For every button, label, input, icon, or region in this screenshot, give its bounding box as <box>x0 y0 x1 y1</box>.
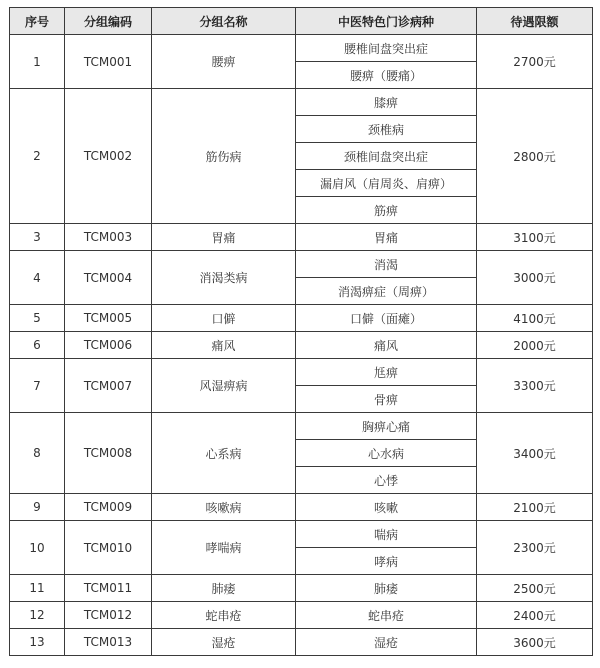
header-group-name: 分组名称 <box>152 8 296 35</box>
cell-disease: 蛇串疮 <box>296 602 477 629</box>
header-limit: 待遇限额 <box>477 8 593 35</box>
cell-limit: 2400元 <box>477 602 593 629</box>
cell-disease: 尪痹 <box>296 359 477 386</box>
table-row <box>10 575 593 602</box>
cell-seq: 2 <box>10 89 65 224</box>
cell-limit: 4100元 <box>477 305 593 332</box>
cell-group-code: TCM009 <box>65 494 152 521</box>
cell-limit: 3100元 <box>477 224 593 251</box>
cell-seq: 4 <box>10 251 65 305</box>
cell-group-name: 肺痿 <box>152 575 296 602</box>
tcm-treatment-table <box>9 7 593 656</box>
cell-group-name: 腰痹 <box>152 35 296 89</box>
cell-seq: 12 <box>10 602 65 629</box>
cell-group-name: 风湿痹病 <box>152 359 296 413</box>
cell-disease: 心悸 <box>296 467 477 494</box>
table-row <box>10 359 593 386</box>
cell-group-name: 口僻 <box>152 305 296 332</box>
cell-disease: 骨痹 <box>296 386 477 413</box>
cell-disease: 颈椎间盘突出症 <box>296 143 477 170</box>
table-row <box>10 35 593 62</box>
cell-seq: 5 <box>10 305 65 332</box>
cell-group-name: 筋伤病 <box>152 89 296 224</box>
cell-group-name: 咳嗽病 <box>152 494 296 521</box>
cell-limit: 3000元 <box>477 251 593 305</box>
cell-limit: 2100元 <box>477 494 593 521</box>
cell-seq: 1 <box>10 35 65 89</box>
cell-group-name: 心系病 <box>152 413 296 494</box>
table-row <box>10 224 593 251</box>
cell-group-code: TCM003 <box>65 224 152 251</box>
cell-disease: 筋痹 <box>296 197 477 224</box>
cell-disease: 喘病 <box>296 521 477 548</box>
cell-group-code: TCM012 <box>65 602 152 629</box>
cell-group-name: 湿疮 <box>152 629 296 656</box>
cell-seq: 9 <box>10 494 65 521</box>
cell-disease: 腰椎间盘突出症 <box>296 35 477 62</box>
cell-disease: 漏肩风（肩周炎、肩痹） <box>296 170 477 197</box>
cell-seq: 8 <box>10 413 65 494</box>
table-row <box>10 413 593 440</box>
cell-disease: 痛风 <box>296 332 477 359</box>
cell-group-code: TCM005 <box>65 305 152 332</box>
header-seq: 序号 <box>10 8 65 35</box>
cell-group-code: TCM001 <box>65 35 152 89</box>
cell-disease: 湿疮 <box>296 629 477 656</box>
header-row <box>10 8 593 35</box>
cell-group-name: 蛇串疮 <box>152 602 296 629</box>
cell-limit: 2000元 <box>477 332 593 359</box>
cell-disease: 心水病 <box>296 440 477 467</box>
cell-group-name: 胃痛 <box>152 224 296 251</box>
cell-disease: 腰痹（腰痛） <box>296 62 477 89</box>
table-row <box>10 332 593 359</box>
cell-seq: 3 <box>10 224 65 251</box>
cell-group-code: TCM006 <box>65 332 152 359</box>
header-group-code: 分组编码 <box>65 8 152 35</box>
cell-group-code: TCM011 <box>65 575 152 602</box>
table-row <box>10 251 593 278</box>
cell-disease: 哮病 <box>296 548 477 575</box>
table-row <box>10 305 593 332</box>
table-body <box>10 35 593 656</box>
cell-seq: 6 <box>10 332 65 359</box>
cell-disease: 肺痿 <box>296 575 477 602</box>
table-row <box>10 89 593 116</box>
cell-limit: 2700元 <box>477 35 593 89</box>
table-row <box>10 602 593 629</box>
cell-group-code: TCM008 <box>65 413 152 494</box>
cell-limit: 3600元 <box>477 629 593 656</box>
cell-seq: 11 <box>10 575 65 602</box>
table-row <box>10 629 593 656</box>
cell-disease: 膝痹 <box>296 89 477 116</box>
table-container <box>9 7 593 656</box>
cell-group-name: 消渴类病 <box>152 251 296 305</box>
cell-limit: 2800元 <box>477 89 593 224</box>
cell-seq: 7 <box>10 359 65 413</box>
cell-seq: 13 <box>10 629 65 656</box>
cell-group-code: TCM007 <box>65 359 152 413</box>
cell-disease: 胃痛 <box>296 224 477 251</box>
table-row <box>10 494 593 521</box>
cell-disease: 口僻（面瘫） <box>296 305 477 332</box>
cell-disease: 颈椎病 <box>296 116 477 143</box>
header-disease: 中医特色门诊病种 <box>296 8 477 35</box>
cell-seq: 10 <box>10 521 65 575</box>
cell-disease: 胸痹心痛 <box>296 413 477 440</box>
cell-disease: 消渴痹症（周痹） <box>296 278 477 305</box>
cell-group-code: TCM002 <box>65 89 152 224</box>
cell-group-code: TCM013 <box>65 629 152 656</box>
table-row <box>10 521 593 548</box>
cell-disease: 消渴 <box>296 251 477 278</box>
cell-group-code: TCM010 <box>65 521 152 575</box>
cell-group-code: TCM004 <box>65 251 152 305</box>
cell-group-name: 痛风 <box>152 332 296 359</box>
cell-limit: 3300元 <box>477 359 593 413</box>
cell-disease: 咳嗽 <box>296 494 477 521</box>
cell-group-name: 哮喘病 <box>152 521 296 575</box>
cell-limit: 2300元 <box>477 521 593 575</box>
cell-limit: 2500元 <box>477 575 593 602</box>
cell-limit: 3400元 <box>477 413 593 494</box>
